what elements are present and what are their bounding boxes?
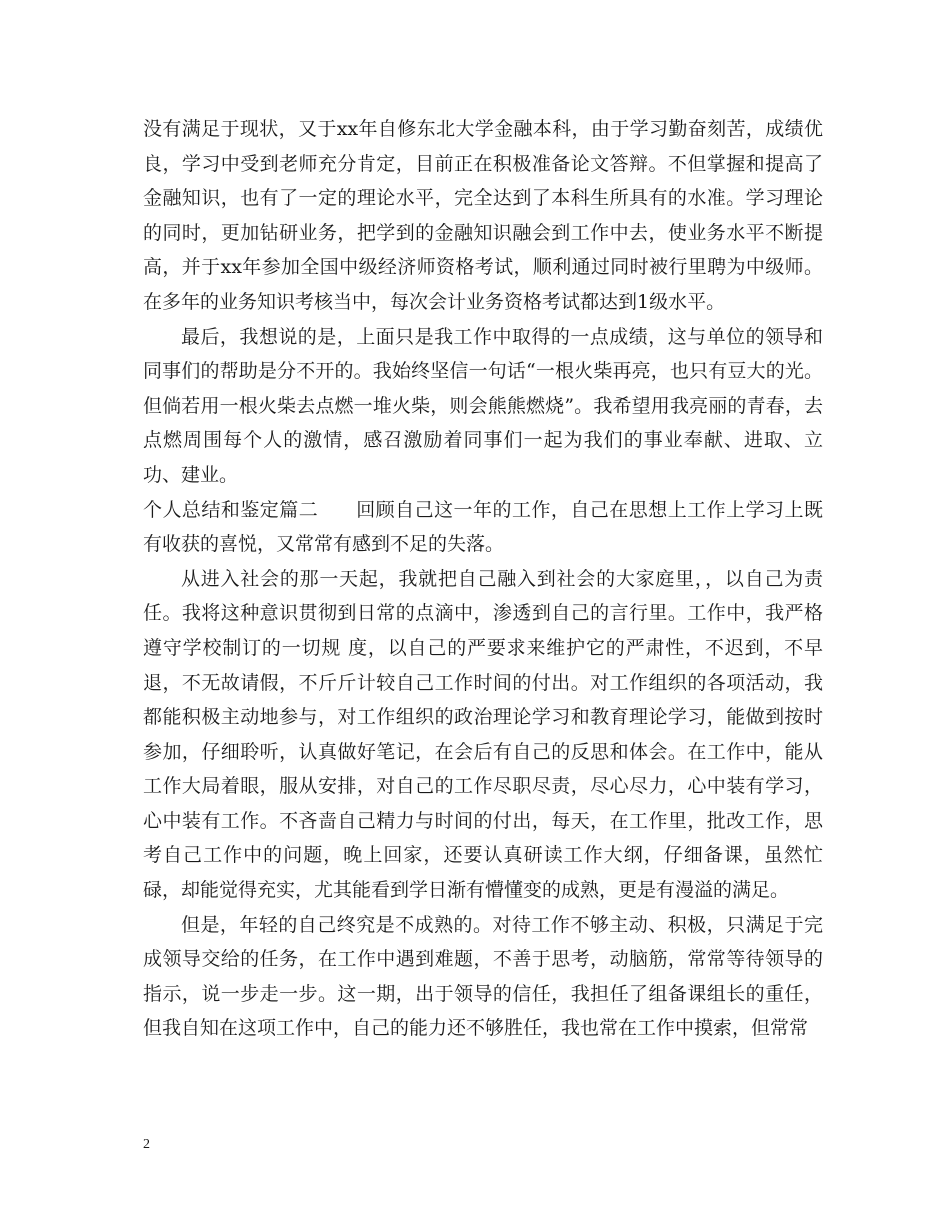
paragraph-work-attitude: 从进入社会的那一天起，我就把自己融入到社会的大家庭里，，以自己为责任。我将这种意识贯彻到日常的点滴中，渗透到自己的言行里。工作中，我严格遵守学校制订的一切规 度，以自己的严要求来维护它的严肃性，不迟到，不早退，不无故请假，不斤斤计较自己工作时间的付出。对工作组织的各项活动，我都能积极主动地参与，对工作组织的政治理论学习和教育理论学习，能做到按时参加，仔细聆听，认真做好笔记，在会后有自己的反思和体会。在工作中，能从工作大局着眼，服从安排，对自己的工作尽职尽责，尽心尽力，心中装有学习，心中装有工作。不吝啬自己精力与时间的付出，每天，在工作里，批改工作，思考自己工作中的问题，晚上回家，还要认真研读工作大纲，仔细备课，虽然忙碌，却能觉得充实，尤其能看到学日渐有懵懂变的成熟，更是有漫溢的满足。 [143, 567, 823, 902]
paragraph-shortcomings: 但是，年轻的自己终究是不成熟的。对待工作不够主动、积极，只满足于完成领导交给的任务，在工作中遇到难题，不善于思考，动脑筋，常常等待领导的指示，说一步走一步。这一期，出于领导的信任，我担任了组备课组长的重任，但我自知在这项工作中，自己的能力还不够胜任，我也常在工作中摸索，但常常 [143, 913, 823, 1040]
paragraph-study: 没有满足于现状，又于xx年自修东北大学金融本科，由于学习勤奋刻苦，成绩优良，学习中受到老师充分肯定，目前正在积极准备论文答辩。不但掌握和提高了金融知识，也有了一定的理论水平，完全达到了本科生所具有的水准。学习理论的同时，更加钻研业务，把学到的金融知识融会到工作中去，使业务水平不断提高，并于xx年参加全国中级经济师资格考试，顺利通过同时被行里聘为中级师。在多年的业务知识考核当中，每次会计业务资格考试都达到1级水平。 [143, 118, 823, 313]
section-title: 个人总结和鉴定篇二 [143, 498, 319, 521]
document-body [143, 112, 823, 1046]
section-intro: 回顾自己这一年的工作，自己在思想上工作上学习上既有收获的喜悦，又常常有感到不足的失落。 [143, 498, 823, 556]
page-number: 2 [143, 1137, 150, 1152]
section-heading-line [143, 493, 823, 562]
paragraph-conclusion: 最后，我想说的是，上面只是我工作中取得的一点成绩，这与单位的领导和同事们的帮助是分不开的。我始终坚信一句话“一根火柴再亮，也只有豆大的光。但倘若用一根火柴去点燃一堆火柴，则会熊熊燃烧”。我希望用我亮丽的青春，去点燃周围每个人的激情，感召激励着同事们一起为我们的事业奉献、进取、立功、建业。 [143, 325, 823, 486]
